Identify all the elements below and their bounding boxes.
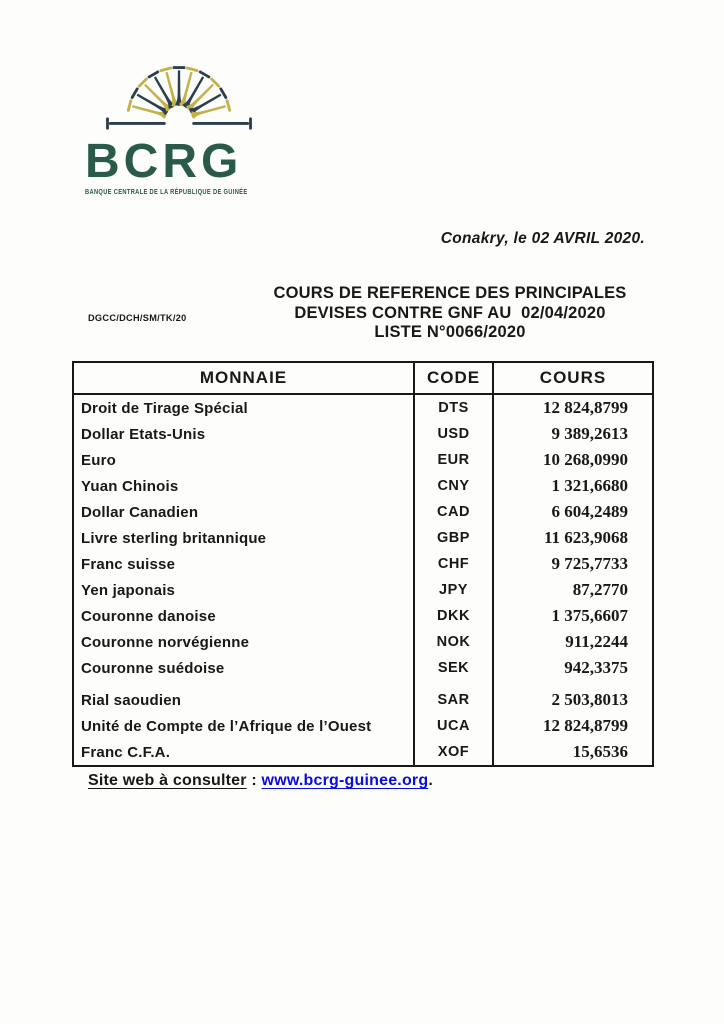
table-row (73, 577, 653, 603)
currency-code-cell: UCA (414, 713, 493, 739)
table-row (73, 525, 653, 551)
table-row (73, 473, 653, 499)
currency-name-cell: Yen japonais (73, 577, 414, 603)
table-row (73, 739, 653, 766)
bcrg-logo (85, 60, 275, 196)
currency-code-cell: DKK (414, 603, 493, 629)
rate-value-cell: 1 375,6607 (493, 603, 653, 629)
table-row (73, 421, 653, 447)
currency-name-cell: Dollar Etats-Unis (73, 421, 414, 447)
rate-value-cell: 9 725,7733 (493, 551, 653, 577)
currency-code-cell: SEK (414, 655, 493, 681)
currency-code-cell: NOK (414, 629, 493, 655)
currency-name-cell: Rial saoudien (73, 681, 414, 713)
title-line-3: LISTE N°0066/2020 (374, 323, 526, 341)
currency-name-cell: Unité de Compte de l’Afrique de l’Ouest (73, 713, 414, 739)
currency-name-cell: Dollar Canadien (73, 499, 414, 525)
currency-name-cell: Franc C.F.A. (73, 739, 414, 766)
rates-table-body (73, 394, 653, 766)
currency-name-cell: Couronne danoise (73, 603, 414, 629)
logo-tagline: BANQUE CENTRALE DE LA RÉPUBLIQUE DE GUINÉE (85, 189, 248, 196)
currency-code-cell: DTS (414, 394, 493, 421)
currency-code-cell: CNY (414, 473, 493, 499)
column-header-monnaie: MONNAIE (73, 362, 414, 394)
currency-code-cell: SAR (414, 681, 493, 713)
logo-acronym: BCRG (85, 135, 243, 188)
currency-name-cell: Couronne suédoise (73, 655, 414, 681)
currency-code-cell: GBP (414, 525, 493, 551)
currency-name-cell: Euro (73, 447, 414, 473)
bcrg-emblem-icon (103, 60, 255, 132)
title-line-2: DEVISES CONTRE GNF AU 02/04/2020 (294, 303, 606, 322)
reference-number: DGCC/DCH/SM/TK/20 (88, 313, 187, 323)
table-header-row (73, 362, 653, 394)
website-link[interactable]: www.bcrg-guinee.org (261, 772, 429, 789)
column-header-cours: COURS (493, 362, 653, 394)
table-row (73, 447, 653, 473)
table-row (73, 655, 653, 681)
currency-name-cell: Couronne norvégienne (73, 629, 414, 655)
rate-value-cell: 6 604,2489 (493, 499, 653, 525)
currency-name-cell: Yuan Chinois (73, 473, 414, 499)
site-separator: : (246, 772, 262, 789)
dateline: Conakry, le 02 AVRIL 2020. (440, 230, 645, 247)
rate-value-cell: 1 321,6680 (493, 473, 653, 499)
currency-code-cell: JPY (414, 577, 493, 603)
table-row (73, 681, 653, 713)
currency-name-cell: Livre sterling britannique (73, 525, 414, 551)
currency-code-cell: USD (414, 421, 493, 447)
currency-code-cell: CAD (414, 499, 493, 525)
currency-code-cell: XOF (414, 739, 493, 766)
rate-value-cell: 942,3375 (493, 655, 653, 681)
table-row (73, 551, 653, 577)
rate-value-cell: 911,2244 (493, 629, 653, 655)
rate-value-cell: 11 623,9068 (493, 525, 653, 551)
rate-value-cell: 2 503,8013 (493, 681, 653, 713)
table-row (73, 603, 653, 629)
currency-code-cell: EUR (414, 447, 493, 473)
site-label: Site web à consulter (88, 772, 247, 789)
site-period: . (428, 772, 433, 789)
currency-code-cell: CHF (414, 551, 493, 577)
title-line-1: COURS DE REFERENCE DES PRINCIPALES (273, 284, 627, 302)
website-line (88, 772, 433, 790)
currency-name-cell: Droit de Tirage Spécial (73, 394, 414, 421)
currency-name-cell: Franc suisse (73, 551, 414, 577)
rate-value-cell: 9 389,2613 (493, 421, 653, 447)
rate-value-cell: 12 824,8799 (493, 713, 653, 739)
column-header-code: CODE (414, 362, 493, 394)
document-title (248, 284, 652, 343)
rates-table (72, 361, 654, 767)
rate-value-cell: 10 268,0990 (493, 447, 653, 473)
table-row (73, 713, 653, 739)
table-row (73, 629, 653, 655)
rate-value-cell: 87,2770 (493, 577, 653, 603)
table-row (73, 499, 653, 525)
table-row (73, 394, 653, 421)
rate-value-cell: 15,6536 (493, 739, 653, 766)
rate-value-cell: 12 824,8799 (493, 394, 653, 421)
